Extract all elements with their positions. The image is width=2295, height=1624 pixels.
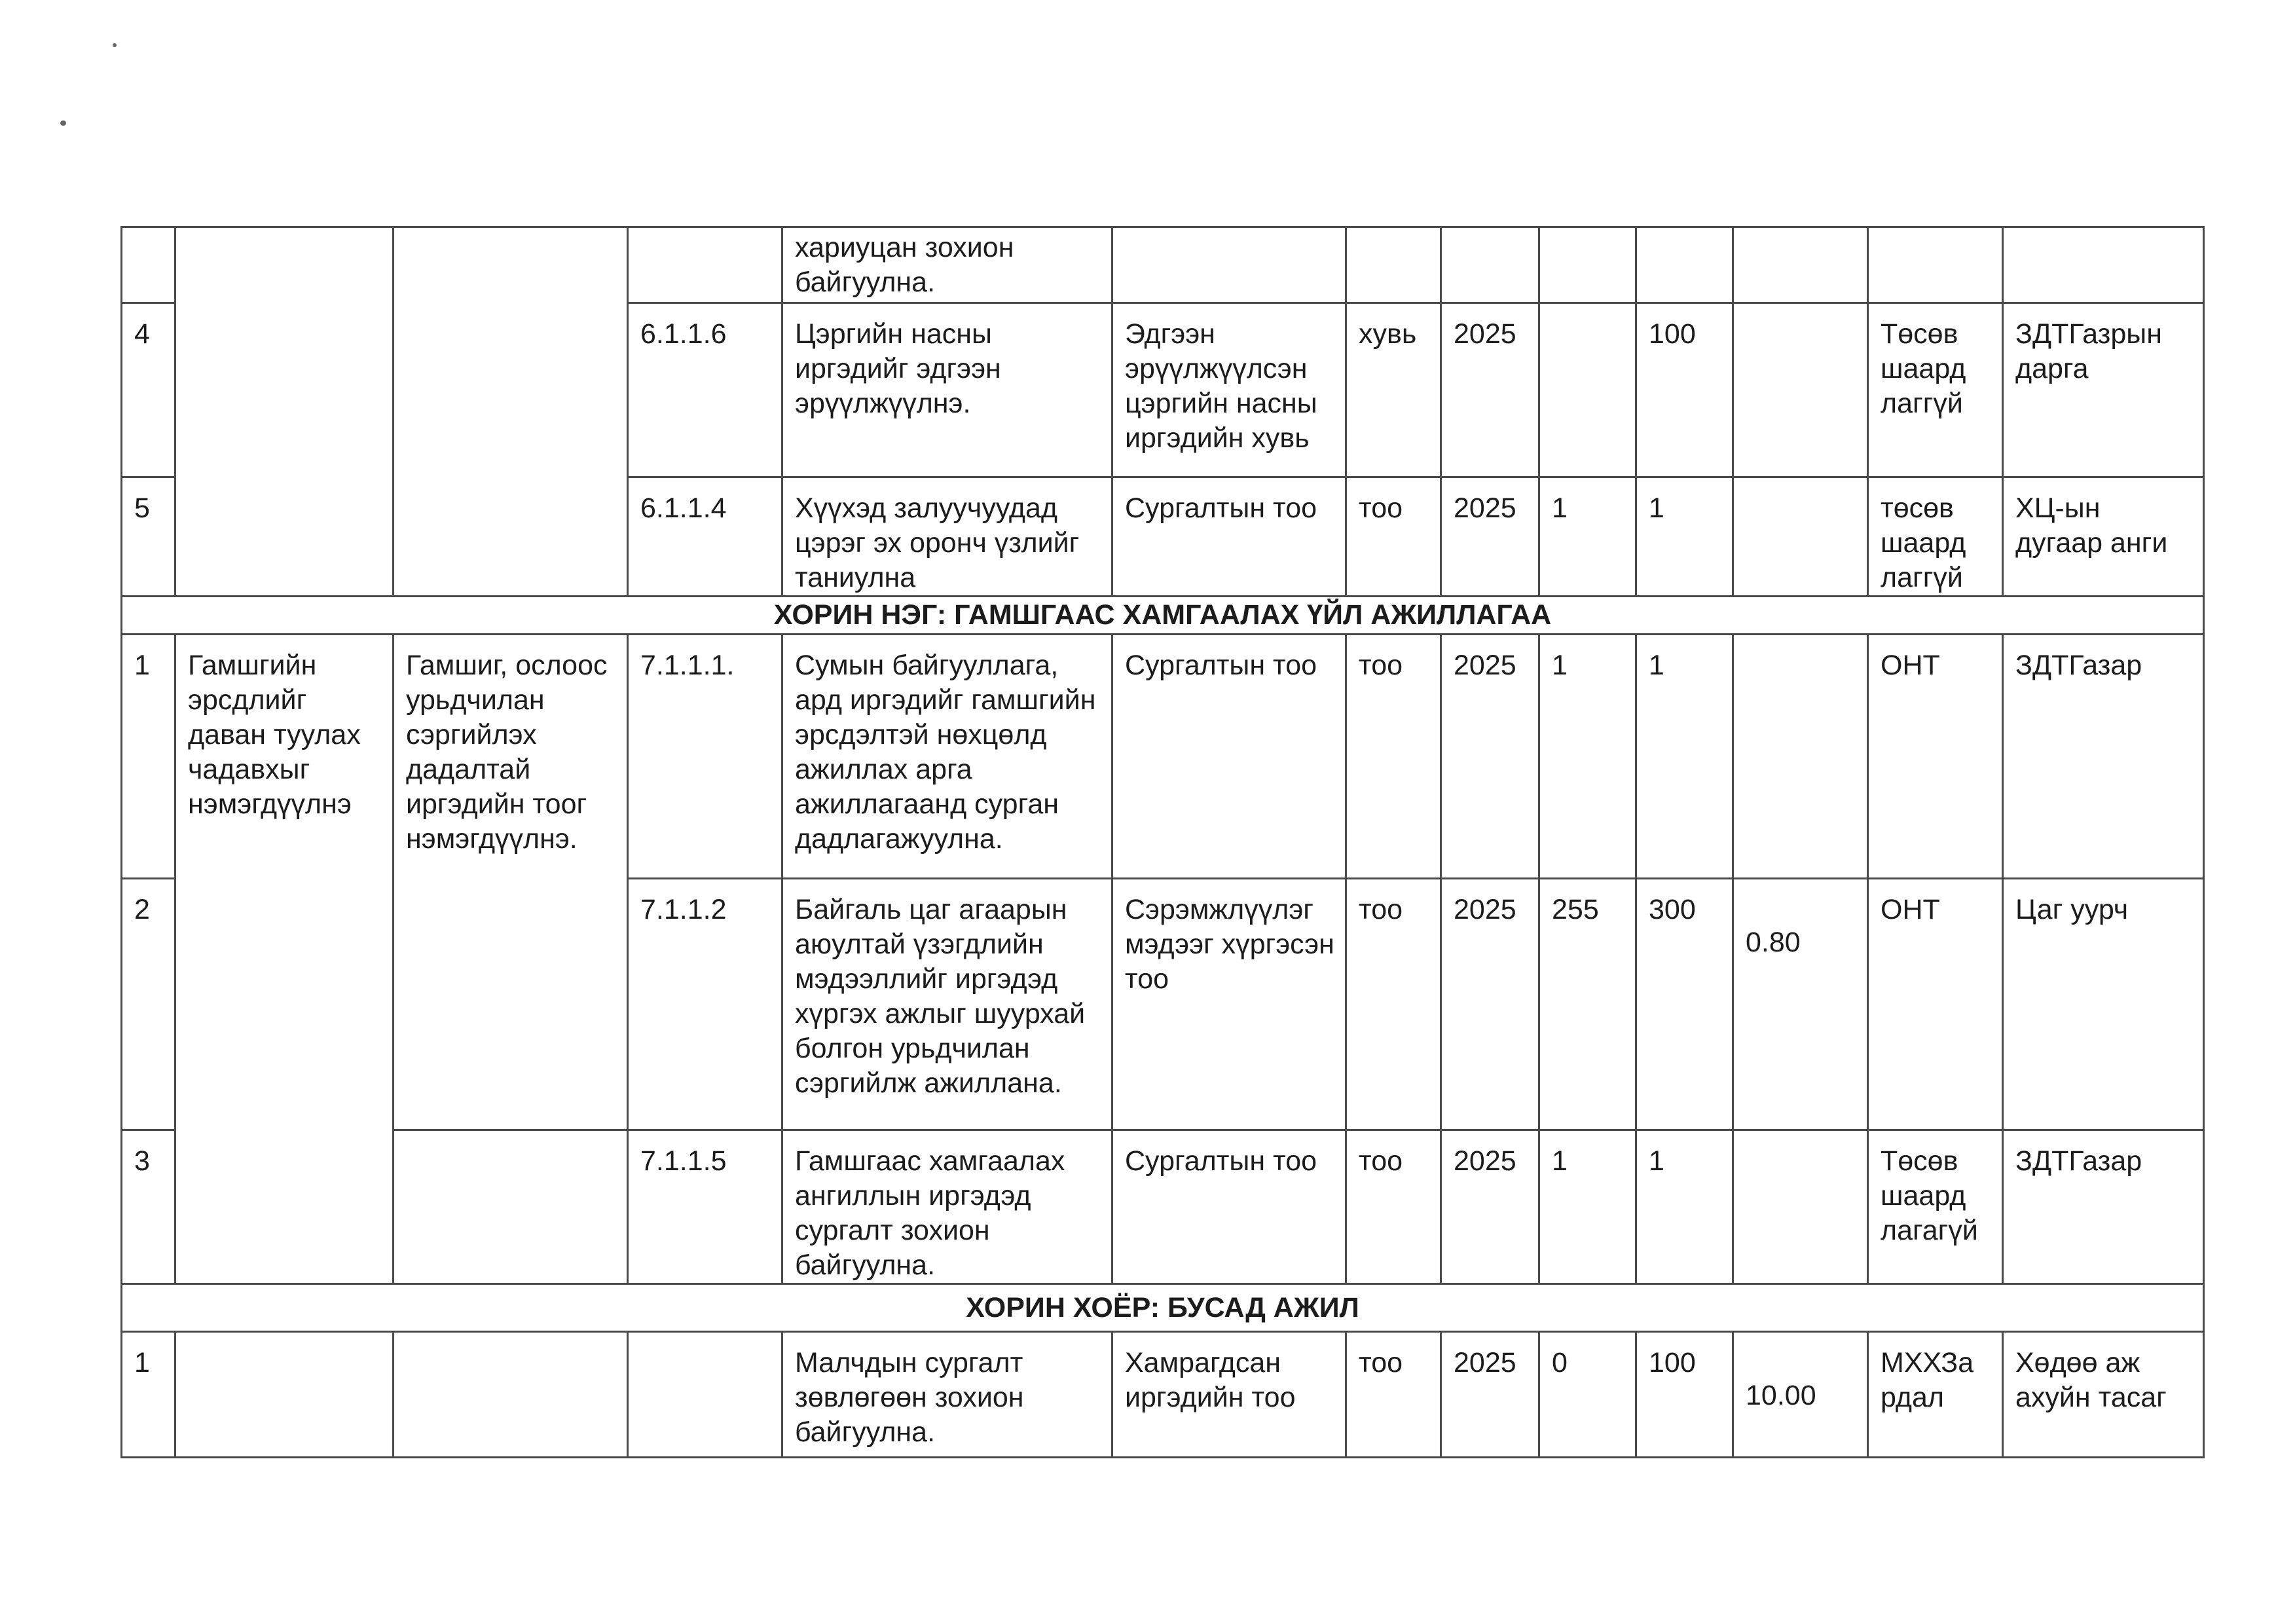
cell-activity: Хүүхэд залуучуудад цэрэг эх оронч үзлийг таниулна: [782, 477, 1112, 597]
cell-budget: 0.80: [1733, 879, 1868, 1130]
cell-responsible: ХЦ-ын дугаар анги: [2003, 477, 2204, 597]
cell-num: 1: [122, 635, 175, 879]
cell-code: 7.1.1.5: [628, 1130, 782, 1284]
cell-unit: тоо: [1346, 635, 1441, 879]
cell-code: 6.1.1.4: [628, 477, 782, 597]
table-row: [122, 1130, 2204, 1284]
section-header-row: [122, 597, 2204, 635]
cell-baseline: 255: [1539, 879, 1636, 1130]
cell-indicator: Эдгээн эрүүлжүүлсэн цэргийн насны иргэдийн хувь: [1112, 303, 1346, 477]
cell-year: 2025: [1441, 635, 1539, 879]
cell-indicator: [1112, 227, 1346, 303]
cell-baseline: 0: [1539, 1332, 1636, 1458]
cell-year: 2025: [1441, 1130, 1539, 1284]
cell-year: [1441, 227, 1539, 303]
cell-budget: [1733, 477, 1868, 597]
cell-indicator: Сургалтын тоо: [1112, 635, 1346, 879]
cell-indicator: Сургалтын тоо: [1112, 1130, 1346, 1284]
cell-num: 4: [122, 303, 175, 477]
cell-indicator: Сургалтын тоо: [1112, 477, 1346, 597]
cell-source: Төсөв шаард лагагүй: [1868, 1130, 2003, 1284]
cell-indicator: Хамрагдсан иргэдийн тоо: [1112, 1332, 1346, 1458]
cell-budget: 10.00: [1733, 1332, 1868, 1458]
cell-responsible: ЗДТГазар: [2003, 635, 2204, 879]
cell-source: [1868, 227, 2003, 303]
cell-baseline: 1: [1539, 1130, 1636, 1284]
cell-target: [1636, 227, 1733, 303]
cell-goal: Гамшгийн эрсдлийг даван туулах чадавхыг нэмэгдүүлнэ: [175, 635, 394, 1284]
table-row: [122, 227, 2204, 303]
cell-baseline: [1539, 227, 1636, 303]
cell-objective: Гамшиг, ослоос урьдчилан сэргийлэх дадалтай иргэдийн тоог нэмэгдүүлнэ.: [394, 635, 628, 1130]
cell-code: 7.1.1.1.: [628, 635, 782, 879]
cell-baseline: [1539, 303, 1636, 477]
cell-target: 1: [1636, 635, 1733, 879]
cell-baseline: 1: [1539, 477, 1636, 597]
cell-unit: тоо: [1346, 1130, 1441, 1284]
cell-year: 2025: [1441, 879, 1539, 1130]
cell-responsible: ЗДТГазрын дарга: [2003, 303, 2204, 477]
cell-num: 2: [122, 879, 175, 1130]
cell-responsible: Хөдөө аж ахуйн тасаг: [2003, 1332, 2204, 1458]
cell-activity: Цэргийн насны иргэдийг эдгээн эрүүлжүүлнэ.: [782, 303, 1112, 477]
cell-responsible: Цаг уурч: [2003, 879, 2204, 1130]
cell-target: 100: [1636, 1332, 1733, 1458]
cell-code: 6.1.1.6: [628, 303, 782, 477]
cell-indicator: Сэрэмжлүүлэг мэдээг хүргэсэн тоо: [1112, 879, 1346, 1130]
cell-source: ОНТ: [1868, 879, 2003, 1130]
action-plan-table: [120, 226, 2205, 1458]
cell-code: [628, 227, 782, 303]
cell-num: [122, 227, 175, 303]
section-title: ХОРИН ХОЁР: БУСАД АЖИЛ: [122, 1284, 2204, 1332]
scan-speck: [60, 120, 66, 126]
cell-budget: [1733, 635, 1868, 879]
cell-target: 1: [1636, 477, 1733, 597]
cell-objective: [394, 227, 628, 597]
cell-baseline: 1: [1539, 635, 1636, 879]
cell-activity: хариуцан зохион байгуулна.: [782, 227, 1112, 303]
table-row: [122, 1332, 2204, 1458]
cell-source: ОНТ: [1868, 635, 2003, 879]
cell-unit: тоо: [1346, 477, 1441, 597]
cell-year: 2025: [1441, 1332, 1539, 1458]
cell-code: 7.1.1.2: [628, 879, 782, 1130]
cell-num: 1: [122, 1332, 175, 1458]
cell-target: 100: [1636, 303, 1733, 477]
cell-goal: [175, 227, 394, 597]
table-row: [122, 635, 2204, 879]
cell-target: 300: [1636, 879, 1733, 1130]
scan-speck: [113, 43, 117, 47]
cell-unit: хувь: [1346, 303, 1441, 477]
cell-responsible: [2003, 227, 2204, 303]
cell-activity: Сумын байгууллага, ард иргэдийг гамшгийн эрсдэлтэй нөхцөлд ажиллах арга ажиллагаанд сурган дадлагажуулна.: [782, 635, 1112, 879]
cell-activity: Малчдын сургалт зөвлөгөөн зохион байгуулна.: [782, 1332, 1112, 1458]
cell-goal: [175, 1332, 394, 1458]
cell-target: 1: [1636, 1130, 1733, 1284]
cell-objective: [394, 1130, 628, 1284]
cell-objective: [394, 1332, 628, 1458]
cell-activity: Байгаль цаг агаарын аюултай үзэгдлийн мэдээллийг иргэдэд хүргэх ажлыг шуурхай болгон урьдчилан сэргийлж ажиллана.: [782, 879, 1112, 1130]
cell-source: МХХЗа рдал: [1868, 1332, 2003, 1458]
section-header-row: [122, 1284, 2204, 1332]
cell-budget: [1733, 1130, 1868, 1284]
cell-unit: тоо: [1346, 1332, 1441, 1458]
cell-responsible: ЗДТГазар: [2003, 1130, 2204, 1284]
section-title: ХОРИН НЭГ: ГАМШГААС ХАМГААЛАХ ҮЙЛ АЖИЛЛАГАА: [122, 597, 2204, 635]
cell-unit: [1346, 227, 1441, 303]
cell-year: 2025: [1441, 303, 1539, 477]
cell-activity: Гамшгаас хамгаалах ангиллын иргэдэд сургалт зохион байгуулна.: [782, 1130, 1112, 1284]
cell-num: 5: [122, 477, 175, 597]
cell-source: төсөв шаард лаггүй: [1868, 477, 2003, 597]
cell-source: Төсөв шаард лаггүй: [1868, 303, 2003, 477]
cell-num: 3: [122, 1130, 175, 1284]
cell-unit: тоо: [1346, 879, 1441, 1130]
cell-year: 2025: [1441, 477, 1539, 597]
cell-code: [628, 1332, 782, 1458]
cell-budget: [1733, 227, 1868, 303]
cell-budget: [1733, 303, 1868, 477]
